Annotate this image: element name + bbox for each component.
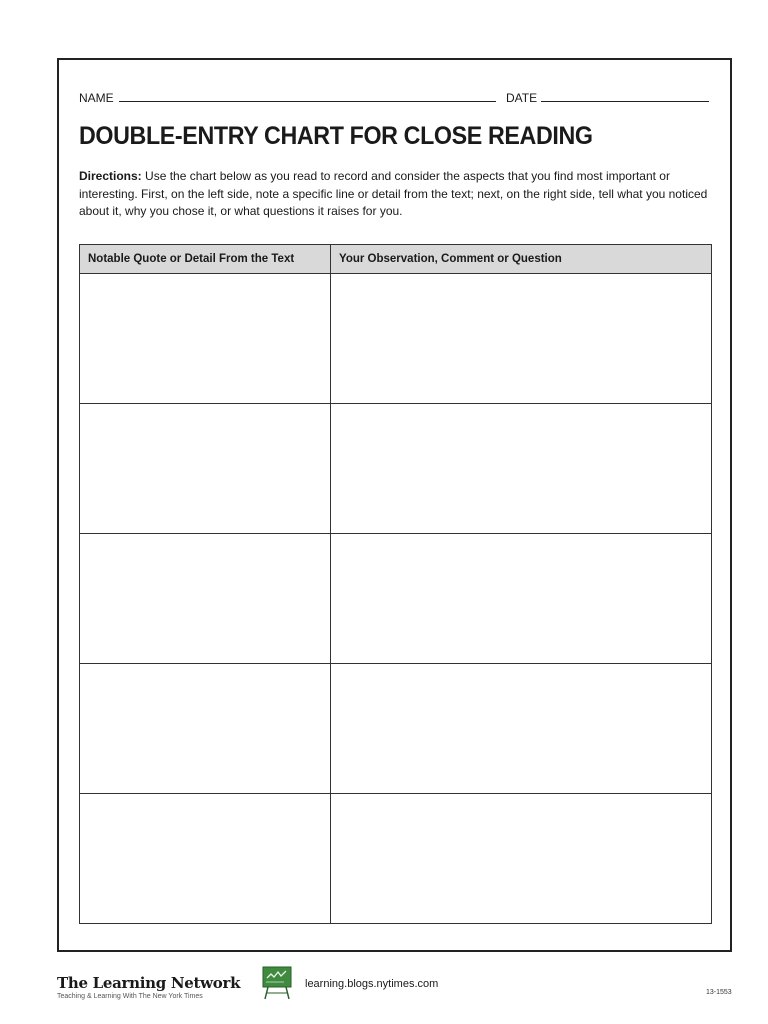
chart-header-row: [80, 245, 712, 274]
name-label: NAME: [79, 91, 114, 105]
quote-cell[interactable]: [80, 404, 331, 534]
name-field[interactable]: [119, 101, 496, 102]
observation-cell[interactable]: [331, 404, 712, 534]
date-label: DATE: [506, 91, 538, 105]
directions-body: Use the chart below as you read to record and consider the aspects that you find most important or interesting. First, on the left side, note a specific line or detail from the text; next, on the right side, tell what you noticed about it, why you chose it, or what questions it raises for you.: [79, 169, 708, 218]
quote-cell[interactable]: [80, 534, 331, 664]
double-entry-chart: [79, 244, 712, 924]
observation-cell[interactable]: [331, 794, 712, 924]
chalkboard-icon: [262, 966, 292, 1000]
directions-label: Directions:: [79, 169, 142, 183]
observation-cell[interactable]: [331, 664, 712, 794]
quote-cell[interactable]: [80, 794, 331, 924]
page-title: DOUBLE-ENTRY CHART FOR CLOSE READING: [79, 122, 593, 150]
header-quote-column: Notable Quote or Detail From the Text: [80, 245, 331, 274]
header-observation-column: Your Observation, Comment or Question: [331, 245, 712, 274]
brand-tagline: Teaching & Learning With The New York Times: [57, 993, 203, 1000]
quote-cell[interactable]: [80, 274, 331, 404]
quote-cell[interactable]: [80, 664, 331, 794]
observation-cell[interactable]: [331, 274, 712, 404]
brand-name: The Learning Network: [57, 974, 241, 992]
table-row: [80, 664, 712, 794]
observation-cell[interactable]: [331, 534, 712, 664]
table-row: [80, 534, 712, 664]
date-field[interactable]: [541, 101, 709, 102]
footer-brand: [57, 974, 240, 1000]
directions-text: [79, 168, 709, 221]
name-date-row: [79, 90, 709, 106]
footer-url[interactable]: learning.blogs.nytimes.com: [305, 978, 439, 990]
table-row: [80, 794, 712, 924]
table-row: [80, 404, 712, 534]
table-row: [80, 274, 712, 404]
document-code: 13-1553: [706, 989, 732, 996]
